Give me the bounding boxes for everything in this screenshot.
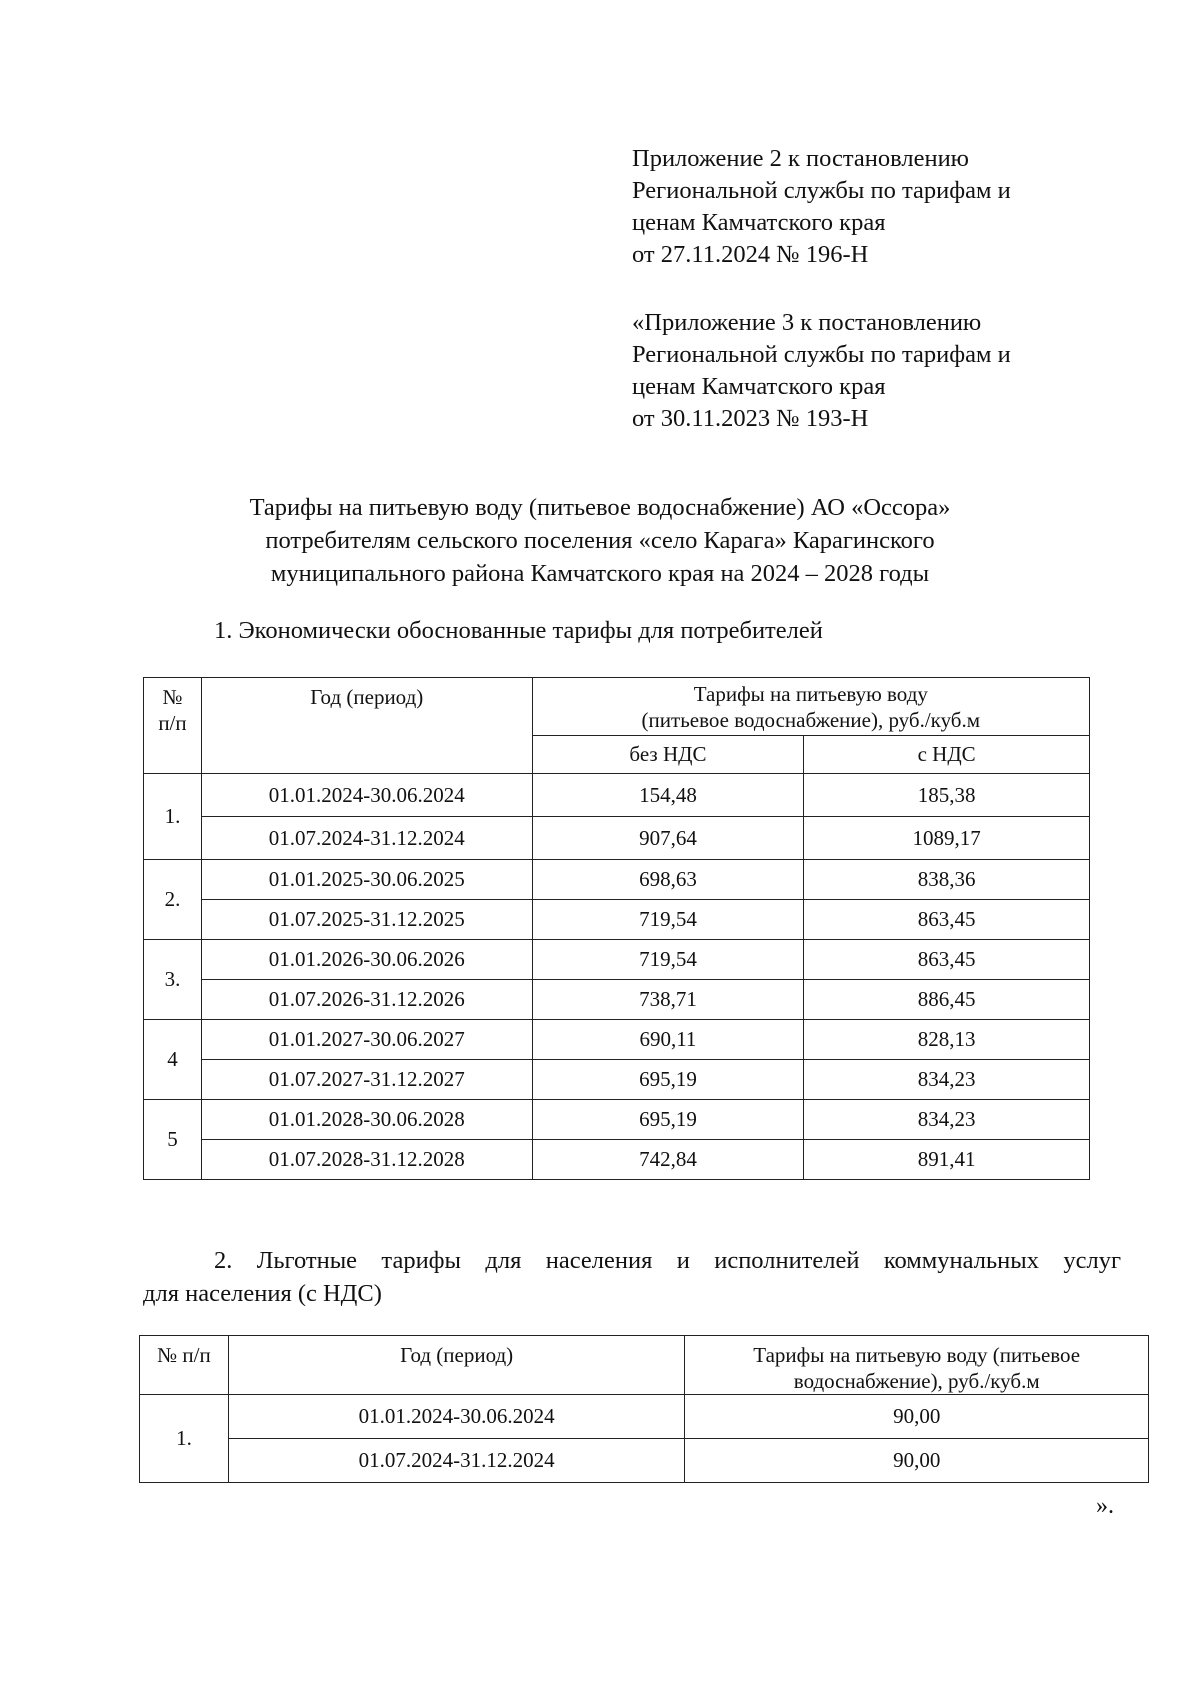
header-tariff-line: (питьевое водоснабжение), руб./куб.м (641, 707, 981, 732)
tariff-no-vat-cell: 742,84 (532, 1140, 804, 1180)
header-num (144, 678, 202, 774)
tariff-vat-cell: 838,36 (804, 860, 1090, 900)
header-tariff (532, 678, 1089, 736)
appendix-line: ценам Камчатского края (632, 209, 886, 236)
header-tariff (685, 1336, 1149, 1395)
header-tariff-line: водоснабжение), руб./куб.м (793, 1369, 1040, 1393)
appendix-reference-current (632, 143, 1011, 271)
tariff-vat-cell: 863,45 (804, 900, 1090, 940)
tariff-cell: 90,00 (685, 1395, 1149, 1439)
tariff-no-vat-cell: 695,19 (532, 1100, 804, 1140)
appendix-line: ценам Камчатского края (632, 373, 886, 400)
appendix-line: от 30.11.2023 № 193-Н (632, 405, 869, 432)
period-cell: 01.07.2024-31.12.2024 (228, 1439, 685, 1483)
header-period: Год (период) (228, 1336, 685, 1395)
preferential-tariffs-table (139, 1335, 1149, 1483)
row-number: 5 (144, 1100, 202, 1180)
table-row (144, 774, 1090, 817)
closing-quote-mark: ». (1096, 1493, 1114, 1519)
table-row (140, 1395, 1149, 1439)
tariff-no-vat-cell: 695,19 (532, 1060, 804, 1100)
tariff-vat-cell: 891,41 (804, 1140, 1090, 1180)
row-number: 1. (144, 774, 202, 860)
period-cell: 01.07.2025-31.12.2025 (201, 900, 532, 940)
tariff-no-vat-cell: 719,54 (532, 900, 804, 940)
period-cell: 01.01.2024-30.06.2024 (228, 1395, 685, 1439)
period-cell: 01.01.2024-30.06.2024 (201, 774, 532, 817)
tariff-no-vat-cell: 738,71 (532, 980, 804, 1020)
tariff-no-vat-cell: 719,54 (532, 940, 804, 980)
row-number: 2. (144, 860, 202, 940)
tariff-vat-cell: 863,45 (804, 940, 1090, 980)
period-cell: 01.01.2027-30.06.2027 (201, 1020, 532, 1060)
table-row (144, 860, 1090, 900)
tariff-cell: 90,00 (685, 1439, 1149, 1483)
table-row (144, 900, 1090, 940)
tariff-vat-cell: 828,13 (804, 1020, 1090, 1060)
period-cell: 01.01.2028-30.06.2028 (201, 1100, 532, 1140)
tariff-vat-cell: 185,38 (804, 774, 1090, 817)
table-row (144, 1140, 1090, 1180)
period-cell: 01.01.2026-30.06.2026 (201, 940, 532, 980)
appendix-line: Приложение 2 к постановлению (632, 145, 969, 172)
tariff-no-vat-cell: 154,48 (532, 774, 804, 817)
header-num: № п/п (140, 1336, 229, 1395)
section-2-heading (143, 1244, 1121, 1310)
period-cell: 01.07.2024-31.12.2024 (201, 817, 532, 860)
title-line: потребителям сельского поселения «село Карага» Карагинского (265, 527, 935, 554)
section-1-heading: 1. Экономически обоснованные тарифы для потребителей (214, 617, 823, 644)
period-cell: 01.07.2027-31.12.2027 (201, 1060, 532, 1100)
period-cell: 01.01.2025-30.06.2025 (201, 860, 532, 900)
title-line: Тарифы на питьевую воду (питьевое водоснабжение) АО «Оссора» (249, 494, 951, 521)
header-vat: с НДС (804, 736, 1090, 774)
section-2-heading-line: для населения (с НДС) (143, 1280, 382, 1307)
header-tariff-line: Тарифы на питьевую воду (693, 681, 928, 706)
document-title (150, 491, 1050, 590)
row-number: 3. (144, 940, 202, 1020)
table-row (144, 1060, 1090, 1100)
header-period: Год (период) (201, 678, 532, 774)
appendix-reference-prior (632, 307, 1011, 435)
table-row (144, 980, 1090, 1020)
tariff-vat-cell: 834,23 (804, 1100, 1090, 1140)
appendix-line: «Приложение 3 к постановлению (632, 309, 982, 336)
appendix-line: от 27.11.2024 № 196-Н (632, 241, 869, 268)
tariff-vat-cell: 886,45 (804, 980, 1090, 1020)
table-row (144, 817, 1090, 860)
appendix-line: Региональной службы по тарифам и (632, 341, 1011, 368)
section-2-heading-line: 2. Льготные тарифы для населения и исполнителей коммунальных услуг (214, 1247, 1121, 1274)
tariff-vat-cell: 834,23 (804, 1060, 1090, 1100)
period-cell: 01.07.2028-31.12.2028 (201, 1140, 532, 1180)
row-number: 1. (140, 1395, 229, 1483)
header-num-text: № п/п (158, 685, 187, 735)
table-row (144, 940, 1090, 980)
tariff-vat-cell: 1089,17 (804, 817, 1090, 860)
title-line: муниципального района Камчатского края на 2024 – 2028 годы (270, 560, 930, 587)
table-row (140, 1439, 1149, 1483)
table-row (144, 1020, 1090, 1060)
appendix-line: Региональной службы по тарифам и (632, 177, 1011, 204)
header-no-vat: без НДС (532, 736, 804, 774)
row-number: 4 (144, 1020, 202, 1100)
header-tariff-line: Тарифы на питьевую воду (питьевое (753, 1343, 1081, 1367)
economic-tariffs-table (143, 677, 1090, 1180)
tariff-no-vat-cell: 907,64 (532, 817, 804, 860)
tariff-no-vat-cell: 690,11 (532, 1020, 804, 1060)
period-cell: 01.07.2026-31.12.2026 (201, 980, 532, 1020)
table-row (144, 1100, 1090, 1140)
tariff-no-vat-cell: 698,63 (532, 860, 804, 900)
